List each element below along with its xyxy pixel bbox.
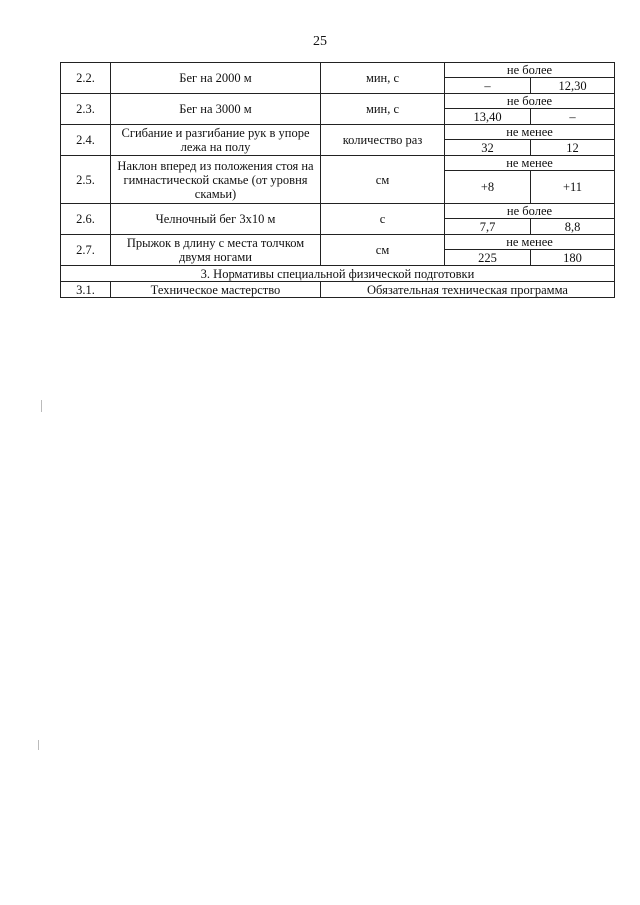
condition: не более	[445, 63, 615, 78]
condition: не более	[445, 204, 615, 219]
value-cell: –	[445, 78, 531, 94]
table-row	[61, 156, 615, 171]
section-heading-row	[61, 266, 615, 282]
unit: см	[321, 156, 445, 204]
exercise-name: Техническое мастерство	[111, 282, 321, 298]
value-cell: 180	[531, 250, 615, 266]
unit: количество раз	[321, 125, 445, 156]
page-number: 25	[313, 34, 327, 49]
condition: не менее	[445, 125, 615, 140]
value-cell: 7,7	[445, 219, 531, 235]
table-row	[61, 235, 615, 250]
row-number: 2.6.	[61, 204, 111, 235]
section-title: 3. Нормативы специальной физической подготовки	[61, 266, 615, 282]
exercise-name: Наклон вперед из положения стоя на гимнастической скамье (от уровня скамьи)	[111, 156, 321, 204]
row-number: 2.7.	[61, 235, 111, 266]
value-cell: 12,30	[531, 78, 615, 94]
row-number: 2.3.	[61, 94, 111, 125]
row-number: 3.1.	[61, 282, 111, 298]
unit: см	[321, 235, 445, 266]
value-cell: 8,8	[531, 219, 615, 235]
table-row	[61, 125, 615, 140]
table-row	[61, 282, 615, 298]
value-cell: 12	[531, 140, 615, 156]
unit: мин, с	[321, 63, 445, 94]
row-number: 2.2.	[61, 63, 111, 94]
scan-artifact	[38, 740, 39, 750]
exercise-name: Прыжок в длину с места толчком двумя ногами	[111, 235, 321, 266]
exercise-name: Бег на 2000 м	[111, 63, 321, 94]
row-number: 2.4.	[61, 125, 111, 156]
exercise-name: Челночный бег 3х10 м	[111, 204, 321, 235]
value-cell: –	[531, 109, 615, 125]
table-row	[61, 63, 615, 78]
value-cell: 32	[445, 140, 531, 156]
value-cell: +8	[445, 171, 531, 204]
condition: не менее	[445, 235, 615, 250]
value-cell: 225	[445, 250, 531, 266]
value-cell: 13,40	[445, 109, 531, 125]
exercise-name: Сгибание и разгибание рук в упоре лежа на полу	[111, 125, 321, 156]
requirement-value: Обязательная техническая программа	[321, 282, 615, 298]
unit: мин, с	[321, 94, 445, 125]
condition: не более	[445, 94, 615, 109]
unit: с	[321, 204, 445, 235]
value-cell: +11	[531, 171, 615, 204]
condition: не менее	[445, 156, 615, 171]
scan-artifact	[41, 400, 42, 412]
table-row	[61, 204, 615, 219]
norms-table	[60, 62, 615, 298]
table-row	[61, 94, 615, 109]
exercise-name: Бег на 3000 м	[111, 94, 321, 125]
row-number: 2.5.	[61, 156, 111, 204]
